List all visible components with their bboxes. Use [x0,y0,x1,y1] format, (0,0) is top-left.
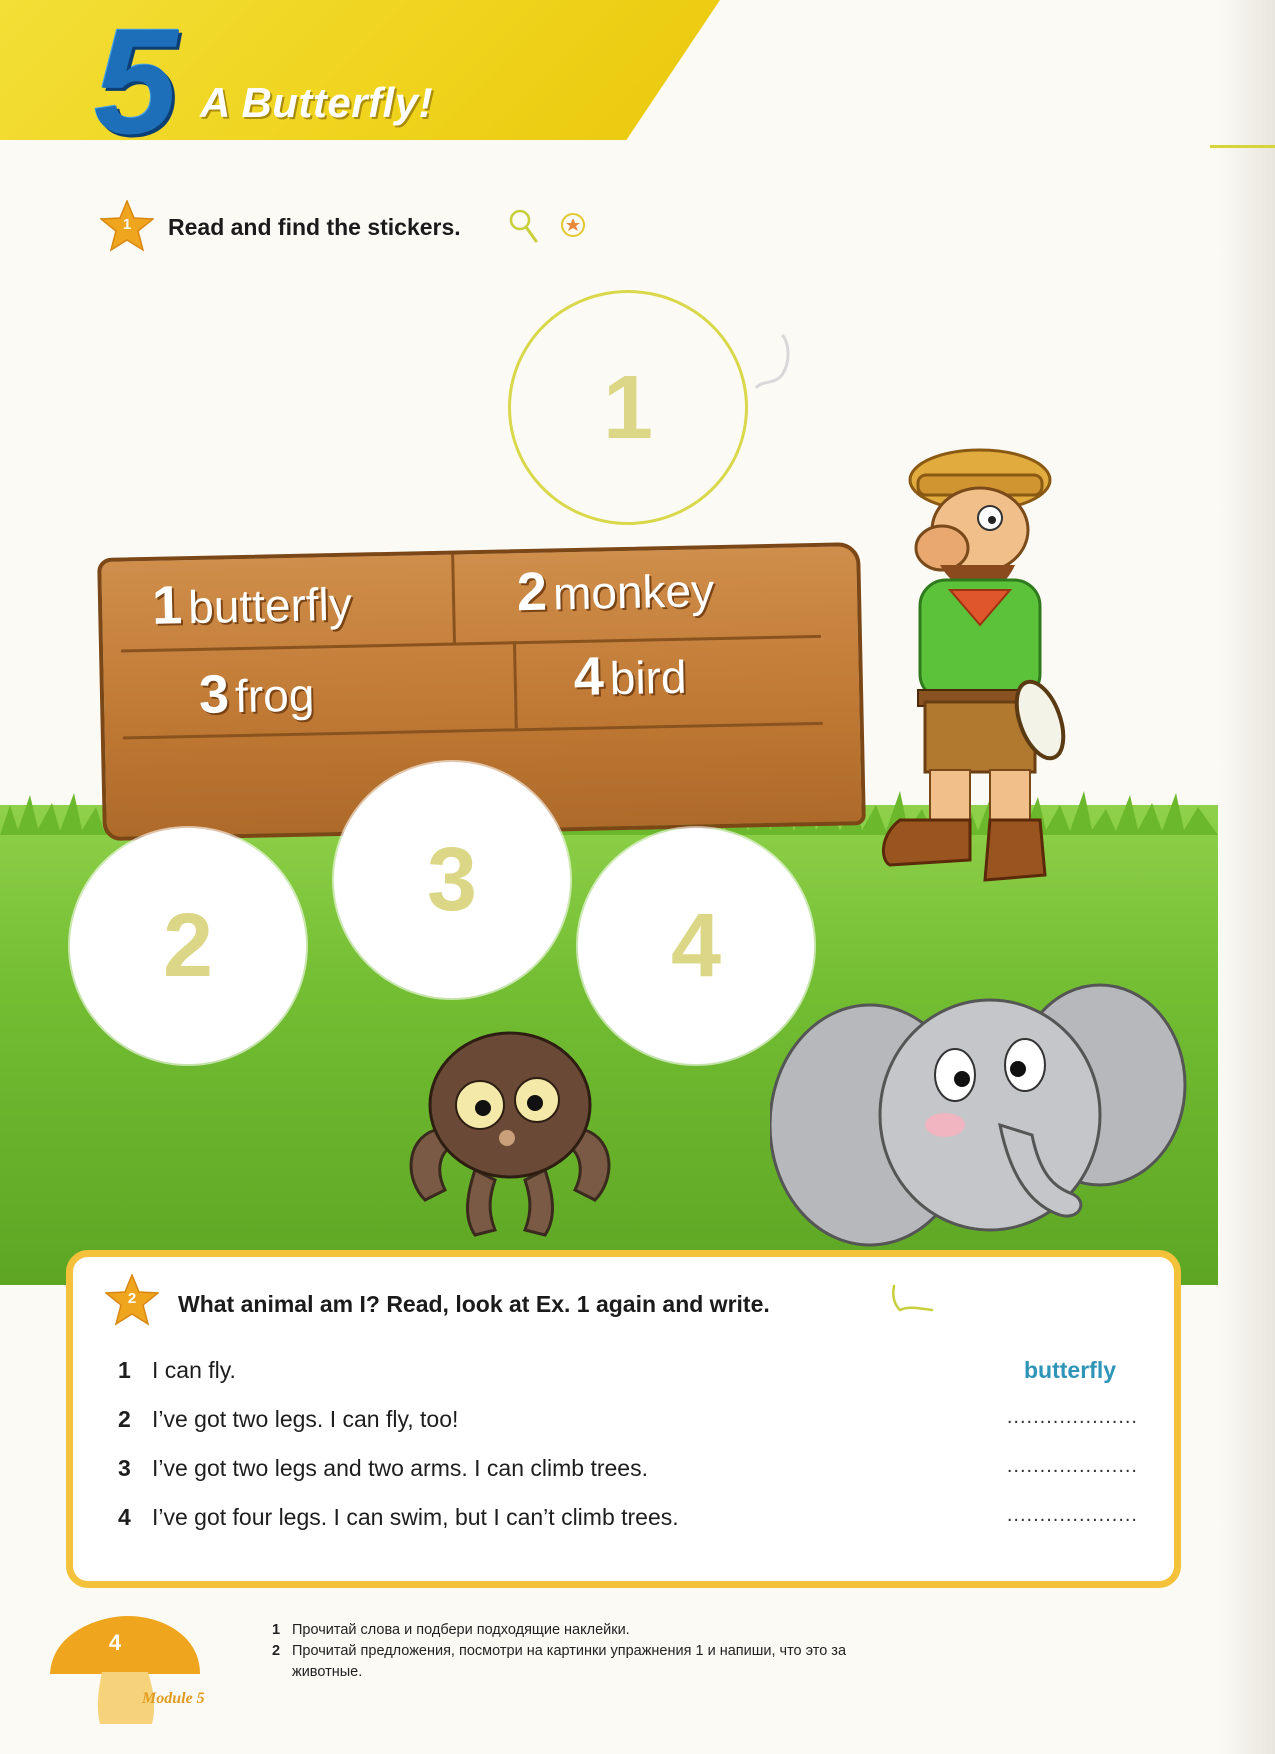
question-text: I’ve got two legs. I can fly, too! [152,1406,459,1432]
plank-divider [451,555,456,643]
sign-word-number: 1 [151,575,183,636]
question-row-3 [118,1455,1138,1491]
elephant-illustration [770,975,1190,1265]
sign-word-frog [198,664,315,725]
sign-word-text: bird [609,650,688,705]
sticker-slot-number: 1 [602,357,654,458]
footer-note-number: 2 [272,1643,281,1659]
footer-note-2 [272,1642,846,1660]
sticker-slot-1[interactable] [508,290,748,525]
question-row-1 [118,1357,1138,1393]
footer-note-3 [272,1663,362,1681]
exercise1-instruction: Read and find the stickers. [168,214,461,240]
sticker-slot-number: 3 [426,830,478,930]
sign-word-monkey [516,561,715,623]
question-number: 4 [118,1504,131,1530]
answer-blank[interactable]: .................... [1006,1504,1138,1526]
unit-number: 5 [94,0,174,165]
exercise2-star-badge [105,1274,159,1326]
exercise1-number: 1 [122,216,132,233]
exercise1-star-badge [100,200,154,252]
sign-word-number: 2 [516,561,548,623]
question-text: I can fly. [152,1357,236,1383]
module-label: Module 5 [142,1690,205,1707]
sticker-slot-number: 4 [670,896,722,996]
sticker-slot-2[interactable] [70,828,306,1064]
magnifier-icon [508,208,540,244]
question-text: I’ve got four legs. I can swim, but I can’t climb trees. [152,1504,679,1530]
spider-illustration [395,1010,625,1240]
page-title: A Butterfly! [200,79,434,126]
footer-note-1 [272,1621,630,1639]
sticker-slot-number: 2 [162,896,214,996]
sign-word-bird [573,646,688,708]
sign-word-text: frog [234,668,315,723]
explorer-character-illustration [840,440,1150,930]
page-number: 4 [108,1630,122,1655]
question-number: 1 [118,1357,131,1383]
question-number: 2 [118,1406,131,1432]
answer-blank[interactable]: .................... [1006,1406,1138,1428]
sign-word-text: butterfly [187,577,353,634]
sign-word-number: 4 [573,646,605,708]
footer-note-text: Прочитай предложения, посмотри на картинки упражнения 1 и напиши, что это за [292,1643,847,1659]
plank-divider [123,722,823,740]
plank-divider [513,641,518,728]
pencil-icon [888,1282,936,1316]
page-spine-shadow [1218,0,1275,1754]
question-row-2 [118,1406,1138,1442]
answer-example: butterfly [1024,1357,1116,1383]
sign-word-text: monkey [552,564,715,620]
pencil-squiggle [752,330,802,400]
sticker-slot-3[interactable] [334,762,570,998]
page-spine-line [1210,145,1275,148]
footer-note-text: Прочитай слова и подбери подходящие наклейки. [292,1622,630,1638]
sign-word-butterfly [151,575,353,636]
answer-blank[interactable]: .................... [1006,1455,1138,1477]
sticker-icon [560,212,586,238]
sign-word-number: 3 [198,664,230,725]
plank-divider [121,635,821,653]
footer-note-number: 1 [272,1622,281,1638]
exercise2-number: 2 [127,1290,137,1307]
footer-note-text: животные. [292,1664,363,1680]
question-number: 3 [118,1455,131,1481]
exercise2-instruction: What animal am I? Read, look at Ex. 1 again and write. [178,1291,770,1317]
question-row-4 [118,1504,1138,1540]
question-text: I’ve got two legs and two arms. I can climb trees. [152,1455,648,1481]
